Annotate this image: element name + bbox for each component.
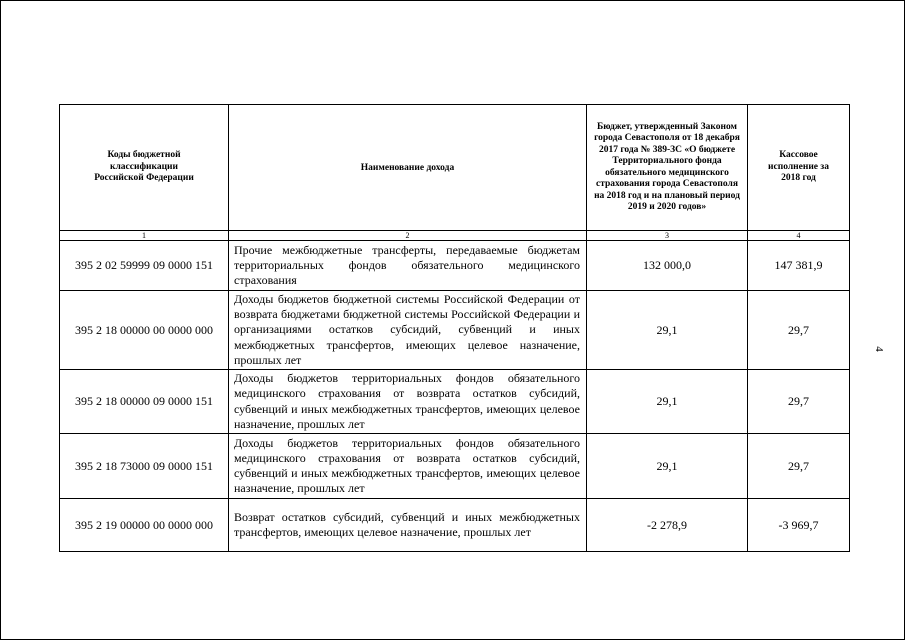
row-name: Доходы бюджетов территориальных фондов обязательного медицинского страхования от возврата остатков субсидий, субвенций и иных межбюджетных трансфертов, имеющих целевое назначение, прошлых лет [229, 370, 587, 434]
row-execution: 29,7 [748, 370, 850, 434]
row-code: 395 2 19 00000 00 0000 000 [60, 499, 229, 552]
table-header-row [60, 105, 850, 231]
row-budget: 29,1 [587, 434, 748, 499]
column-number: 4 [748, 231, 850, 241]
table-row [60, 370, 850, 434]
row-budget: -2 278,9 [587, 499, 748, 552]
column-number-row [60, 231, 850, 241]
row-execution: -3 969,7 [748, 499, 850, 552]
header-execution: Кассовое исполнение за 2018 год [748, 105, 850, 231]
row-code: 395 2 02 59999 09 0000 151 [60, 241, 229, 291]
row-budget: 29,1 [587, 370, 748, 434]
row-code: 395 2 18 00000 09 0000 151 [60, 370, 229, 434]
column-number: 3 [587, 231, 748, 241]
row-name: Доходы бюджетов территориальных фондов обязательного медицинского страхования от возврата остатков субсидий, субвенций и иных межбюджетных трансфертов, имеющих целевое назначение, прошлых лет [229, 434, 587, 499]
row-name: Возврат остатков субсидий, субвенций и иных межбюджетных трансфертов, имеющих целевое назначение, прошлых лет [229, 499, 587, 552]
row-budget: 29,1 [587, 291, 748, 370]
column-number: 1 [60, 231, 229, 241]
budget-table [59, 104, 850, 552]
row-execution: 147 381,9 [748, 241, 850, 291]
row-code: 395 2 18 73000 09 0000 151 [60, 434, 229, 499]
row-code: 395 2 18 00000 00 0000 000 [60, 291, 229, 370]
table-row [60, 291, 850, 370]
header-budget: Бюджет, утвержденный Законом города Севастополя от 18 декабря 2017 года № 389-ЗС «О бюджете Территориального фонда обязательного медицинского страхования города Севастополя на 2018 год и на плановый период 2019 и 2020 годов» [587, 105, 748, 231]
row-execution: 29,7 [748, 291, 850, 370]
page-number: 4 [872, 346, 885, 352]
row-name: Доходы бюджетов бюджетной системы Российской Федерации от возврата бюджетами бюджетной системы Российской Федерации и организациями остатков субсидий, субвенций и иных межбюджетных трансфертов, имеющих целевое назначение, прошлых лет [229, 291, 587, 370]
table-row [60, 241, 850, 291]
row-execution: 29,7 [748, 434, 850, 499]
table-row [60, 434, 850, 499]
header-name: Наименование дохода [229, 105, 587, 231]
header-codes: Коды бюджетной классификации Российской Федерации [60, 105, 229, 231]
table-row [60, 499, 850, 552]
row-name: Прочие межбюджетные трансферты, передаваемые бюджетам территориальных фондов обязательного медицинского страхования [229, 241, 587, 291]
column-number: 2 [229, 231, 587, 241]
row-budget: 132 000,0 [587, 241, 748, 291]
